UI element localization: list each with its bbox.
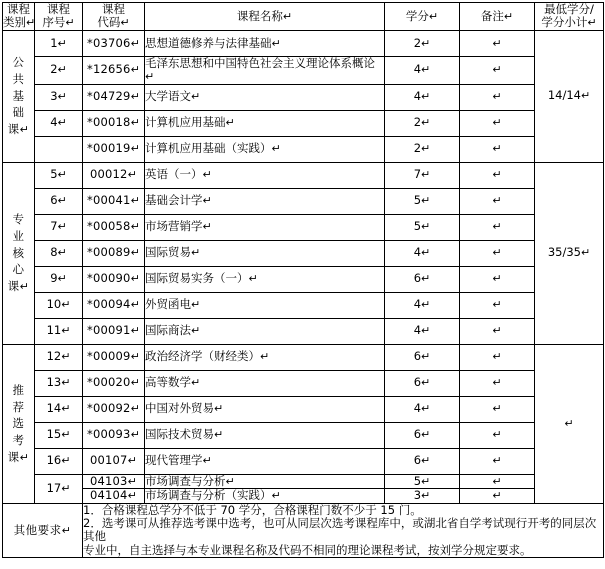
seq-cell: 2↵ [35,56,83,84]
course-name-cell: 英语（一）↵ [145,162,385,188]
code-cell: *00094↵ [83,292,145,318]
table-row [3,422,604,448]
remark-cell: ↵ [460,266,535,292]
credit-cell: 4↵ [385,84,460,110]
table-row [3,489,604,504]
other-requirements-body [83,504,604,558]
credit-cell: 4↵ [385,396,460,422]
code-cell: *00018↵ [83,110,145,136]
credit-cell: 2↵ [385,110,460,136]
remark-cell: ↵ [460,370,535,396]
course-name-cell: 思想道德修养与法律基础↵ [145,30,385,56]
min-credit-cell-major-core: 35/35↵ [535,162,604,344]
pilcrow-mark: ↵ [26,16,36,30]
credit-cell: 6↵ [385,266,460,292]
category-cell-recommended-elective: 推 荐 选 考 课↵ [3,344,35,503]
credit-cell: 4↵ [385,292,460,318]
table-row [3,214,604,240]
table-row [3,318,604,344]
pilcrow-mark: ↵ [282,9,293,23]
table-row [3,266,604,292]
course-name-cell: 市场调查与分析↵ [145,474,385,489]
pilcrow-mark: ↵ [428,9,439,23]
code-cell: 00107↵ [83,448,145,474]
credit-cell: 7↵ [385,162,460,188]
remark-cell: ↵ [460,422,535,448]
header-remark: 备注↵ [460,3,535,31]
code-cell: *04729↵ [83,84,145,110]
other-requirements-label: 其他要求↵ [3,504,83,558]
code-cell: 04104↵ [83,489,145,504]
course-name-cell: 毛泽东思想和中国特色社会主义理论体系概论↵ [145,56,385,84]
course-name-cell: 基础会计学↵ [145,188,385,214]
code-cell: *00058↵ [83,214,145,240]
remark-cell: ↵ [460,110,535,136]
course-name-cell: 外贸函电↵ [145,292,385,318]
seq-cell: 3↵ [35,84,83,110]
table-row [3,396,604,422]
credit-cell: 6↵ [385,422,460,448]
remark-cell: ↵ [460,344,535,370]
seq-cell: 7↵ [35,214,83,240]
seq-cell: 14↵ [35,396,83,422]
code-cell: *00019↵ [83,136,145,162]
min-credit-cell-recommended-elective: ↵ [535,344,604,503]
table-row [3,240,604,266]
header-credit: 学分↵ [385,3,460,31]
table-row [3,136,604,162]
course-name-cell: 计算机应用基础↵ [145,110,385,136]
remark-cell: ↵ [460,84,535,110]
course-name-cell: 国际技术贸易↵ [145,422,385,448]
remark-cell: ↵ [460,474,535,489]
remark-cell: ↵ [460,56,535,84]
seq-cell: 8↵ [35,240,83,266]
code-cell: *03706↵ [83,30,145,56]
table-row [3,188,604,214]
credit-cell: 4↵ [385,240,460,266]
credit-cell: 5↵ [385,474,460,489]
seq-cell: 11↵ [35,318,83,344]
code-cell: *00092↵ [83,396,145,422]
remark-cell: ↵ [460,396,535,422]
seq-cell: 16↵ [35,448,83,474]
remark-cell: ↵ [460,318,535,344]
course-plan-page [0,2,605,569]
table-row [3,30,604,56]
table-row [3,56,604,84]
table-row [3,448,604,474]
remark-cell: ↵ [460,136,535,162]
seq-cell: 4↵ [35,110,83,136]
remark-cell: ↵ [460,489,535,504]
header-code: 课程 代码↵ [83,3,145,31]
table-row [3,84,604,110]
seq-cell: 15↵ [35,422,83,448]
seq-cell: 5↵ [35,162,83,188]
course-name-cell: 国际商法↵ [145,318,385,344]
credit-cell: 5↵ [385,214,460,240]
code-cell: *00090↵ [83,266,145,292]
credit-cell: 2↵ [385,30,460,56]
course-name-cell: 国际贸易实务（一）↵ [145,266,385,292]
requirement-line-2: 2．选考课可从推荐选考课中选考，也可从同层次选考课程库中，或湖北省自学考试现行开考的同层次其他 [83,516,597,544]
credit-cell: 6↵ [385,344,460,370]
course-name-cell: 大学语文↵ [145,84,385,110]
code-cell: *00093↵ [83,422,145,448]
seq-cell: 12↵ [35,344,83,370]
credit-cell: 6↵ [385,370,460,396]
course-name-cell: 市场营销学↵ [145,214,385,240]
course-name-cell: 高等数学↵ [145,370,385,396]
remark-cell: ↵ [460,214,535,240]
other-requirements-row [3,504,604,558]
header-min-credit: 最低学分/ 学分小计↵ [535,3,604,31]
remark-cell: ↵ [460,30,535,56]
credit-cell: 5↵ [385,188,460,214]
seq-cell: 6↵ [35,188,83,214]
header-seq: 课程 序号↵ [35,3,83,31]
table-row [3,162,604,188]
code-cell: 04103↵ [83,474,145,489]
code-cell: 00012↵ [83,162,145,188]
requirement-line-1: 1．合格课程总学分不低于 70 学分，合格课程门数不少于 15 门。 [83,503,422,517]
remark-cell: ↵ [460,162,535,188]
seq-cell: 1↵ [35,30,83,56]
code-cell: *00091↵ [83,318,145,344]
credit-cell: 4↵ [385,318,460,344]
credit-cell: 6↵ [385,448,460,474]
seq-cell: 13↵ [35,370,83,396]
remark-cell: ↵ [460,292,535,318]
category-cell-major-core: 专 业 核 心 课↵ [3,162,35,344]
course-name-cell: 计算机应用基础（实践）↵ [145,136,385,162]
header-category: 课程 类别↵ [3,2,36,30]
code-cell: *12656↵ [83,56,145,84]
table-header-row [3,3,604,31]
course-name-cell: 现代管理学↵ [145,448,385,474]
pilcrow-mark: ↵ [65,16,75,30]
course-name-cell: 市场调查与分析（实践）↵ [145,489,385,504]
seq-cell: 10↵ [35,292,83,318]
table-row [3,474,604,489]
remark-cell: ↵ [460,448,535,474]
course-name-cell: 国际贸易↵ [145,240,385,266]
course-name-cell: 政治经济学（财经类）↵ [145,344,385,370]
code-cell: *00041↵ [83,188,145,214]
credit-cell: 2↵ [385,136,460,162]
table-row [3,292,604,318]
pilcrow-mark: ↵ [587,16,597,30]
table-row [3,110,604,136]
code-cell: *00009↵ [83,344,145,370]
table-row [3,370,604,396]
table-row [3,344,604,370]
requirement-line-3: 专业中，自主选择与本专业课程名称及代码不相同的理论课程考试，按刘学分规定要求。 [83,542,532,557]
pilcrow-mark: ↵ [120,16,130,30]
header-course-name: 课程名称↵ [145,3,385,31]
credit-cell: 3↵ [385,489,460,504]
code-cell: *00089↵ [83,240,145,266]
category-cell-public-basic: 公 共 基 础 课↵ [3,30,35,162]
min-credit-cell-public-basic: 14/14↵ [535,30,604,162]
credit-cell: 4↵ [385,56,460,84]
seq-cell: 17↵ [35,474,83,503]
code-cell: *00020↵ [83,370,145,396]
table-body [3,30,604,557]
seq-cell [35,136,83,162]
pilcrow-mark: ↵ [503,9,514,23]
course-table [2,2,604,558]
remark-cell: ↵ [460,240,535,266]
course-name-cell: 中国对外贸易↵ [145,396,385,422]
seq-cell: 9↵ [35,266,83,292]
remark-cell: ↵ [460,188,535,214]
